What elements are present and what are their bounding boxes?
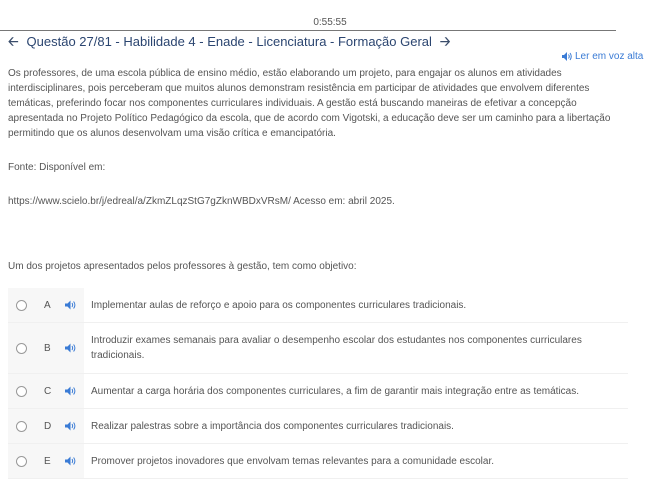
- option-radio[interactable]: [16, 386, 27, 397]
- paragraph-line: Os professores, de uma escola pública de ensino médio, estão elaborando um projeto, para engajar os alunos em atividades: [8, 68, 562, 79]
- option-controls: [8, 323, 84, 373]
- option-text-line: Implementar aulas de reforço e apoio para os componentes curriculares tradicionais.: [91, 299, 467, 311]
- option-letter: C: [44, 385, 52, 397]
- source-url: https://www.scielo.br/j/edreal/a/ZkmZLqzStG7gZknWBDxVRsM/ Acesso em: abril 2025.: [8, 196, 395, 207]
- source-label: Fonte: Disponível em:: [8, 162, 106, 173]
- question-context-paragraph: [8, 66, 648, 141]
- option-text-line: Realizar palestras sobre a importância dos componentes curriculares tradicionais.: [91, 420, 454, 432]
- question-prompt: Um dos projetos apresentados pelos professores à gestão, tem como objetivo:: [8, 261, 357, 272]
- read-aloud-button[interactable]: [562, 51, 643, 62]
- paragraph-line: apresentada no Projeto Político Pedagógico da escola, que de acordo com Vigotski, a educação deve ser um caminho para a libertação: [8, 113, 611, 124]
- option-radio[interactable]: [16, 300, 27, 311]
- option-radio[interactable]: [16, 343, 27, 354]
- option-speaker-icon[interactable]: [65, 299, 79, 311]
- option-radio[interactable]: [16, 421, 27, 432]
- speaker-icon: [562, 52, 572, 61]
- option-text-line: Aumentar a carga horária dos componentes curriculares, a fim de garantir mais integração entre as temáticas.: [91, 385, 580, 397]
- option-controls: [8, 288, 84, 322]
- option-letter: E: [44, 455, 51, 467]
- option-controls: [8, 409, 84, 443]
- answer-option-a[interactable]: [8, 288, 628, 323]
- option-speaker-icon[interactable]: [65, 385, 79, 397]
- answer-options-list: [8, 288, 628, 479]
- read-aloud-label: Ler em voz alta: [575, 51, 644, 62]
- answer-option-e[interactable]: [8, 444, 628, 479]
- question-header: [8, 34, 450, 50]
- answer-option-c[interactable]: [8, 374, 628, 409]
- question-title: Questão 27/81 - Habilidade 4 - Enade - Licenciatura - Formação Geral: [26, 34, 432, 49]
- paragraph-line: permitindo que os alunos desenvolvam uma visão crítica e emancipatória.: [8, 128, 336, 139]
- option-text-line: Introduzir exames semanais para avaliar o desempenho escolar dos estudantes nos componentes curriculares: [91, 335, 582, 346]
- option-controls: [8, 444, 84, 478]
- option-speaker-icon[interactable]: [65, 455, 79, 467]
- option-speaker-icon[interactable]: [65, 420, 79, 432]
- option-letter: B: [44, 342, 51, 354]
- answer-option-b[interactable]: [8, 323, 628, 374]
- next-question-arrow-icon[interactable]: 🡢: [439, 34, 451, 49]
- header-divider: [0, 30, 616, 31]
- option-text: [84, 384, 628, 399]
- option-radio[interactable]: [16, 456, 27, 467]
- option-text: [84, 419, 628, 434]
- option-controls: [8, 374, 84, 408]
- option-text: [84, 298, 628, 313]
- paragraph-line: interdisciplinares, pois perceberam que muitos alunos demonstram resistência em participar de atividades que envolvem diferentes: [8, 83, 590, 94]
- option-text: [84, 454, 628, 469]
- option-text-line: tradicionais.: [91, 350, 145, 361]
- previous-question-arrow-icon[interactable]: 🡠: [8, 34, 19, 49]
- option-text: [84, 333, 628, 363]
- option-letter: D: [44, 420, 52, 432]
- exam-timer: 0:55:55: [313, 17, 347, 28]
- paragraph-line: temáticas, preferindo focar nos componentes curriculares individuais. A gestão está buscando maneiras de efetivar a concepção: [8, 98, 577, 109]
- option-letter: A: [44, 299, 51, 311]
- option-speaker-icon[interactable]: [65, 342, 79, 354]
- option-text-line: Promover projetos inovadores que envolvam temas relevantes para a comunidade escolar.: [91, 455, 494, 467]
- answer-option-d[interactable]: [8, 409, 628, 444]
